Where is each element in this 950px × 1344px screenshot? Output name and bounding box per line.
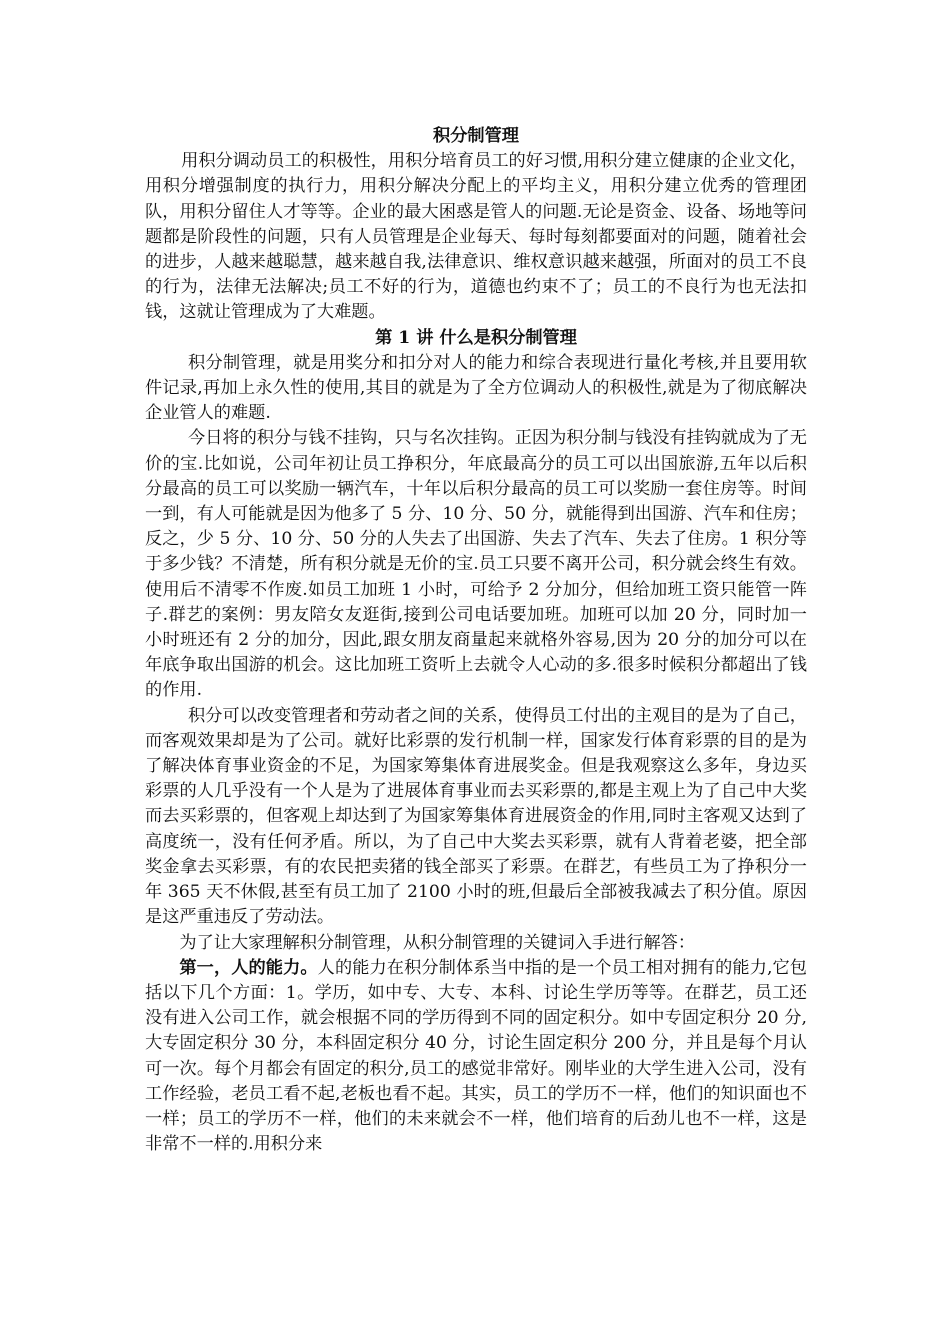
paragraph-ability [145,956,807,1158]
document-title: 积分制管理 [433,126,519,146]
intro-paragraph: 用积分调动员工的积极性，用积分培育员工的好习惯,用积分建立健康的企业文化，用积分增强制度的执行力，用积分解决分配上的平均主义，用积分建立优秀的管理团队，用积分留住人才等等。企业的最大困惑是管人的问题.无论是资金、设备、场地等问题都是阶段性的问题，只有人员管理是企业每天、每时每刻都要面对的问题，随着社会的进步，人越来越聪慧，越来越自我,法律意识、维权意识越来越强，所面对的员工不良的行为，法律无法解决;员工不好的行为，道德也约束不了；员工的不良行为也无法扣钱，这就让管理成为了大难题。 [145,151,807,323]
ability-lead: 第一，人的能力。 [179,957,318,978]
section-title: 第 1 讲 什么是积分制管理 [375,327,577,348]
paragraph-lottery-analogy: 积分可以改变管理者和劳动者之间的关系，使得员工付出的主观目的是为了自己，而客观效果却是为了公司。就好比彩票的发行机制一样，国家发行体育彩票的目的是为了解决体育事业资金的不足，为国家筹集体育进展奖金。但是我观察这么多年，身边买彩票的人几乎没有一个人是为了进展体育事业而去买彩票的,都是主观上为了自己中大奖而去买彩票的，但客观上却达到了为国家筹集体育进展资金的作用,同时主客观又达到了高度统一，没有任何矛盾。所以，为了自己中大奖去买彩票，就有人背着老婆，把全部奖金拿去买彩票，有的农民把卖猪的钱全部买了彩票。在群艺，有些员工为了挣积分一年 365 天不休假,甚至有员工加了 2100 小时的班,但最后全部被我减去了积分值。原因是这严重违反了劳动法。 [145,705,807,928]
ability-body: 人的能力在积分制体系当中指的是一个员工相对拥有的能力,它包括以下几个方面：1。学历，如中专、大专、本科、讨论生学历等等。在群艺，员工还没有进入公司工作，就会根据不同的学历得到不同的固定积分。如中专固定积分 20 分,大专固定积分 30 分，本科固定积分 40 分，讨论生固定积分 200 分，并且是每个月认可一次。每个月都会有固定的积分,员工的感觉非常好。刚毕业的大学生进入公司，没有工作经验，老员工看不起,老板也看不起。其实，员工的学历不一样，他们的知识面也不一样；员工的学历不一样，他们的未来就会不一样，他们培育的后劲儿也不一样，这是非常不一样的.用积分来 [145,957,807,1155]
paragraph-keywords-intro: 为了让大家理解积分制管理，从积分制管理的关键词入手进行解答： [179,932,696,953]
paragraph-definition: 积分制管理，就是用奖分和扣分对人的能力和综合表现进行量化考核,并且要用软件记录,再加上永久性的使用,其目的就是为了全方位调动人的积极性,就是为了彻底解决企业管人的难题. [145,352,807,424]
paragraph-points-and-money: 今日将的积分与钱不挂钩，只与名次挂钩。正因为积分制与钱没有挂钩就成为了无价的宝.比如说，公司年初让员工挣积分，年底最高分的员工可以出国旅游,五年以后积分最高的员工可以奖励一辆汽车，十年以后积分最高的员工可以奖励一套住房等。时间一到，有人可能就是因为他多了 5 分、10 分、50 分，就能得到出国游、汽车和住房；反之，少 5 分、10 分、50 分的人失去了出国游、失去了汽车、失去了住房。1 积分等于多少钱？不清楚，所有积分就是无价的宝.员工只要不离开公司，积分就会终生有效。使用后不清零不作废.如员工加班 1 小时，可给予 2 分加分，但给加班工资只能管一阵子.群艺的案例：男友陪女友逛街,接到公司电话要加班。加班可以加 20 分，同时加一小时班还有 2 分的加分，因此,跟女朋友商量起来就格外容易,因为 20 分的加分可以在年底争取出国游的机会。这比加班工资听上去就令人心动的多.很多时候积分都超出了钱的作用. [145,428,807,701]
document-page [145,124,807,1157]
